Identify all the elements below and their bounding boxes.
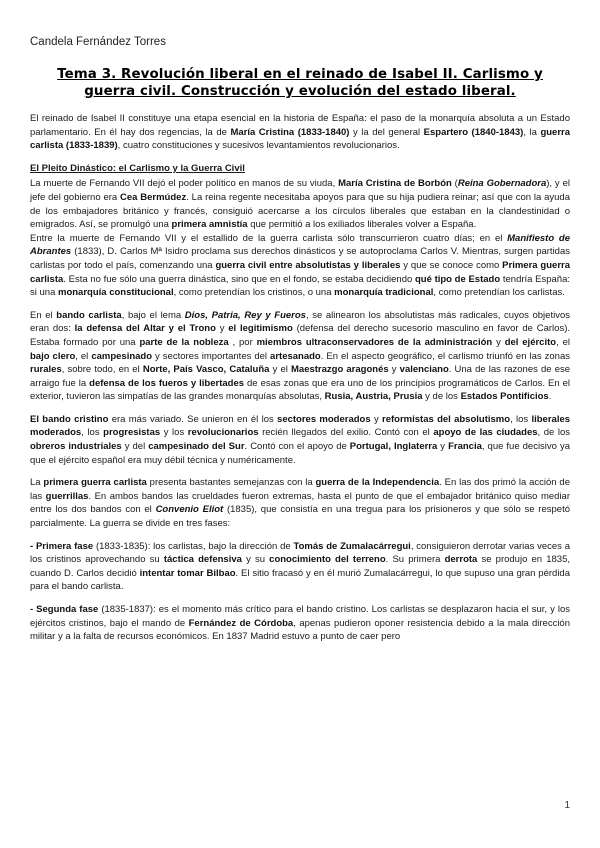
- author-name: Candela Fernández Torres: [30, 36, 166, 48]
- intro-paragraph: El reinado de Isabel II constituye una etapa esencial en la historia de España: el paso de la monarquía absoluta a un Estado parlamentario. En él hay dos regencias, la de María Cristina (1833-1840) y la del general Espartero (1840-1843), la guerra carlista (1833-1839), cuatro constituciones y sucesivos levantamientos revolucionarios.: [30, 113, 571, 152]
- section-heading: El Pleito Dinástico: el Carlismo y la Guerra Civil: [30, 162, 245, 174]
- document-body: [30, 112, 570, 644]
- paragraph-phase-one: - Primera fase (1833-1835): los carlistas, bajo la dirección de Tomás de Zumalacárregui, consiguieron derrotar varias veces a los cristinos aprovechando su táctica defensiva y su conocimiento del terreno. Su primera derrota se produjo en 1835, cuando D. Carlos decidió intentar tomar Bilbao. El sitio fracasó y en él murió Zumalacárregui, lo que supuso una gran pérdida para el bando carlista.: [30, 540, 571, 593]
- paragraph-carlist-side: En el bando carlista, bajo el lema Dios, Patria, Rey y Fueros, se alinearon los absolutistas más radicales, cuyos objetivos eran dos: la defensa del Altar y el Trono y el legitimismo (defensa del derecho sucesorio masculino en favor de Carlos). Estaba formado por una parte de la nobleza , por miembros ultraconservadores de la administración y del ejército, el bajo clero, el campesinado y sectores importantes del artesanado. En el aspecto geográfico, el carlismo triunfó en las zonas rurales, sobre todo, en el Norte, País Vasco, Cataluña y el Maestrazgo aragonés y valenciano. Una de las razones de ese arraigo fue la defensa de los fueros y libertades de esas zonas que era uno de los principios programáticos de Carlos. En el exterior, tuvieron las simpatías de las grandes monarquías absolutas, Rusia, Austria, Prusia y de los Estados Pontificios.: [30, 309, 571, 403]
- paragraph-regency: La muerte de Fernando VII dejó el poder político en manos de su viuda, María Cristina de Borbón (Reina Gobernadora), y el jefe del gobierno era Cea Bermúdez. La reina regente necesitaba apoyos para que su hija pudiera reinar; así que con la ayuda de los embajadores británico y francés, consiguió acercarse a los círculos liberales que estaban en la clandestinidad o emigrados. Así, se promulgó una primera amnistía que permitió a los exiliados liberales volver a España.: [30, 178, 570, 231]
- paragraph-war-start: Entre la muerte de Fernando VII y el estallido de la guerra carlista sólo transcurrieron cuatro días; en el Manifiesto de Abrantes (1833), D. Carlos Mª Isidro proclama sus derechos dinásticos y se autoproclama Carlos V. Mientras, surgen partidas carlistas por todo el país, comenzando una guerra civil entre absolutistas y liberales y que se conoce como Primera guerra carlista. Esta no fue sólo una guerra dinástica, sino que en el fondo, se estaba decidiendo qué tipo de Estado tendría España: si una monarquía constitucional, como pretendían los cristinos, o una monarquía tradicional, como pretendían los carlistas.: [30, 232, 571, 299]
- paragraph-phase-two: - Segunda fase (1835-1837): es el momento más crítico para el bando cristino. Los carlistas se desplazaron hacia el sur, y los ejércitos cristinos, bajo el mando de Fernández de Córdoba, apenas pudieron oponer resistencia debido a la mala dirección militar y a la falta de recursos económicos. En 1837 Madrid estuvo a punto de caer pero: [30, 604, 570, 643]
- paragraph-first-war: La primera guerra carlista presenta bastantes semejanzas con la guerra de la Independencia. En las dos primó la acción de las guerrillas. En ambos bandos las crueldades fueron extremas, hasta el punto de que el embajador británico quiso mediar entre los dos bandos con el Convenio Eliot (1835), que consistía en una tregua para los prisioneros y que sólo se respetó parcialmente. La guerra se divide en tres fases:: [30, 477, 570, 530]
- paragraph-cristino-side: El bando cristino era más variado. Se unieron en él los sectores moderados y reformistas del absolutismo, los liberales moderados, los progresistas y los revolucionarios recién llegados del exilio. Contó con el apoyo de las ciudades, de los obreros industriales y del campesinado del Sur. Contó con el apoyo de Portugal, Inglaterra y Francia, que fue decisivo ya que el ejército español era muy débil técnica y numéricamente.: [30, 413, 571, 466]
- page-number: 1: [564, 800, 570, 811]
- document-title: Tema 3. Revolución liberal en el reinado de Isabel II. Carlismo y guerra civil. Construcción y evolución del estado liberal.: [57, 67, 543, 99]
